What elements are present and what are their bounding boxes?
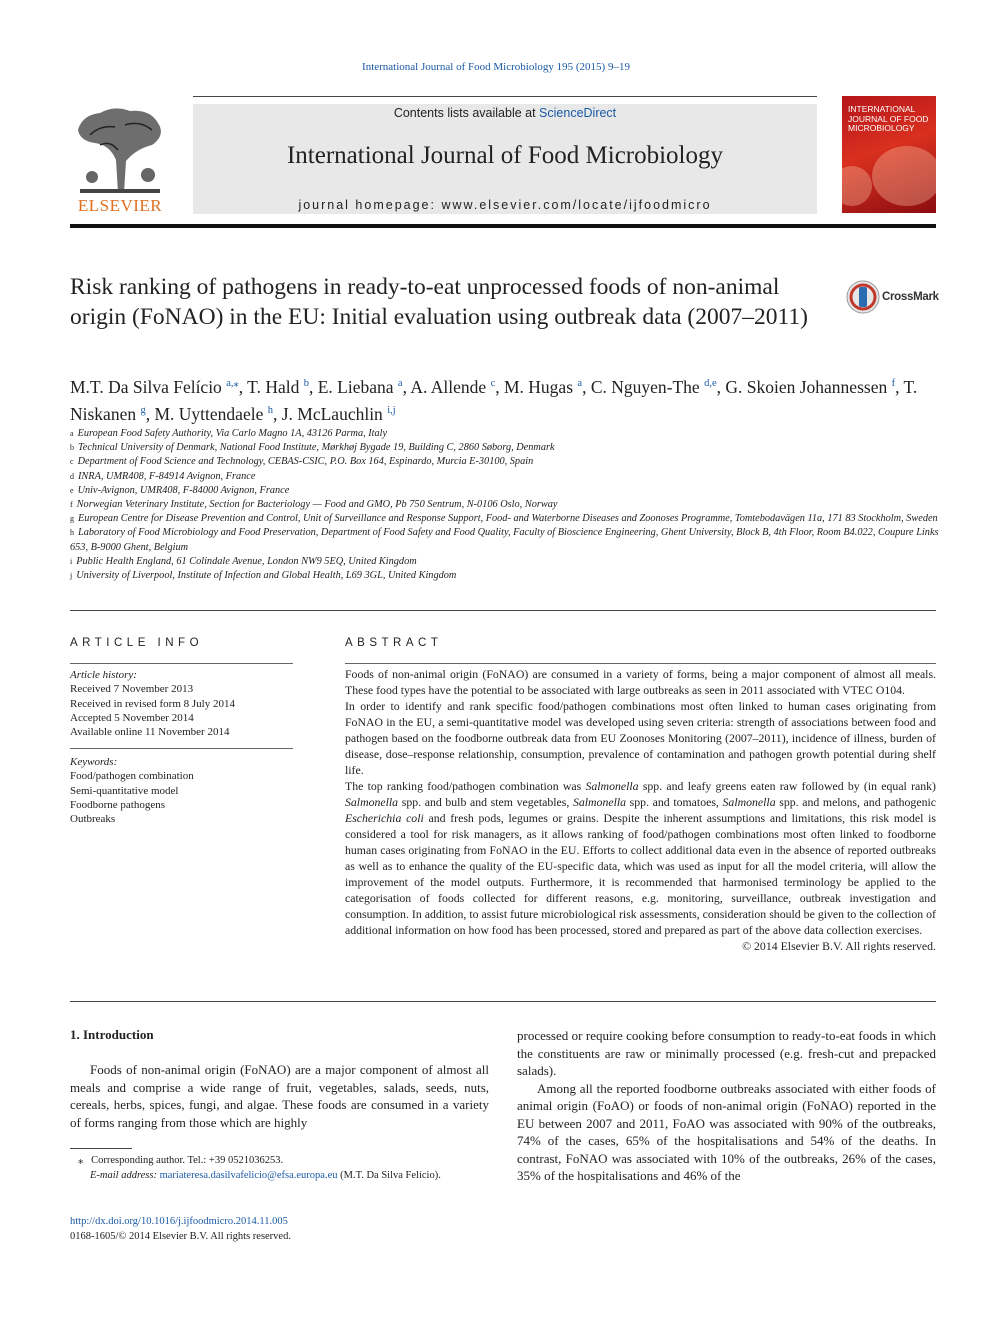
header-divider xyxy=(70,224,936,228)
affiliation: $^a$ European Food Safety Authority, Via Carlo Magno 1A, 43126 Parma, Italy xyxy=(70,428,388,439)
author[interactable]: J. McLauchlin $^{i,j}$ xyxy=(281,403,396,424)
issn-line: 0168-1605/© 2014 Elsevier B.V. All rights reserved. xyxy=(70,1230,291,1242)
cover-image-blob xyxy=(872,146,936,206)
abstract-body xyxy=(345,666,936,954)
corresponding-author-footnote: ⁎ Corresponding author. Tel.: +39 0521036253. E-mail address: mariateresa.dasilvafelicio@efsa.europa.eu (M.T. Da Silva Felício). xyxy=(78,1155,441,1181)
author[interactable]: C. Nguyen-The $^{d,e}$ xyxy=(590,376,717,397)
keywords-rule xyxy=(70,748,293,749)
history-entry: Accepted 5 November 2014 xyxy=(70,711,194,724)
author[interactable]: M. Hugas $^a$ xyxy=(503,376,583,397)
homepage-url[interactable]: www.elsevier.com/locate/ijfoodmicro xyxy=(441,198,712,212)
journal-citation[interactable]: International Journal of Food Microbiology 195 (2015) 9–19 xyxy=(362,61,630,73)
doi-block xyxy=(70,1215,291,1244)
affiliation: $^d$ INRA, UMR408, F-84914 Avignon, France xyxy=(70,470,256,482)
affiliation: $^g$ European Centre for Disease Prevention and Control, Unit of Surveillance and Response Support, Food- and Waterborne Diseases and Zoonoses Programme, Tomtebodavägen 11a, 171 83 Stockholm, Sweden xyxy=(70,513,938,525)
body-paragraph: Among all the reported foodborne outbreaks associated with either foods of animal origin (FoAO) or foods of non-animal origin (FoNAO) reported in the EU between 2007 and 2011, FoAO was associated with 90% of the outbreaks, 74% of the cases, 65% of the hospitalisations and 54% of the deaths. In contrast, FoNAO was associated with 10% of the outbreaks, 26% of the cases, 35% of the hospitalisations and 46% of the xyxy=(517,1080,936,1183)
history-entry: Received in revised form 8 July 2014 xyxy=(70,697,235,710)
affiliation: $^i$ Public Health England, 61 Colindale Avenue, London NW9 5EQ, United Kingdom xyxy=(70,555,417,567)
footnote-rule xyxy=(70,1148,132,1149)
masthead-top-rule xyxy=(193,96,817,97)
body-paragraph: processed or require cooking before consumption to ready-to-eat foods in which the constituents are raw or minimally processed (e.g. fresh-cut and prepacked salads). xyxy=(517,1028,936,1078)
affiliation-divider xyxy=(70,610,936,611)
contents-line: Contents lists available at ScienceDirect xyxy=(393,106,617,120)
body-column-right xyxy=(517,1027,936,1185)
elsevier-wordmark: ELSEVIER xyxy=(77,196,163,215)
history-entry: Available online 11 November 2014 xyxy=(70,726,230,739)
keywords: Keywords: Food/pathogen combination Semi-quantitative model Foodborne pathogens Outbreaks xyxy=(70,755,293,826)
affiliation: $^b$ Technical University of Denmark, National Food Institute, Mørkhøj Bygade 19, Building C, 2860 Søborg, Denmark xyxy=(70,442,555,454)
abstract-paragraph: Foods of non-animal origin (FoNAO) are consumed in a variety of forms, being a major component of almost all meals. These food types have the potential to be associated with large outbreaks as seen in 2011 associated with VTEC O104. xyxy=(345,667,936,697)
cover-title: INTERNATIONAL JOURNAL OF FOOD MICROBIOLOGY xyxy=(848,104,929,133)
abstract-rule xyxy=(345,663,936,664)
journal-title: International Journal of Food Microbiology xyxy=(286,142,724,169)
affiliation-list xyxy=(70,427,940,583)
author[interactable]: E. Liebana $^a$ xyxy=(317,376,403,397)
author[interactable]: T. Niskanen $^g$ xyxy=(70,376,918,424)
body-column-left xyxy=(70,1061,489,1131)
crossmark-label[interactable]: CrossMark xyxy=(882,291,939,303)
author[interactable]: M.T. Da Silva Felício $^{a,⁎}$ xyxy=(70,376,239,397)
keyword: Outbreaks xyxy=(70,813,116,826)
article-title: Risk ranking of pathogens in ready-to-eat unprocessed foods of non-animal origin (FoNAO) in the EU: Initial evaluation using outbreak data (2007–2011) xyxy=(70,274,808,330)
abstract-paragraph: The top ranking food/pathogen combination was Salmonella spp. and leafy greens eaten raw followed by (in equal rank) Salmonella spp. and bulb and stem vegetables, Salmonella spp. and tomatoes, Salmonella spp. and melons, and pathogenic Escherichia coli and fresh pods, legumes or grains. Despite the inherent assumptions and limitations, this risk model is considered a tool for risk managers, as it allows ranking of food/pathogen combinations most often linked to foodborne human cases originating from FoNAO in the EU. Efforts to collect additional data even in the absence of reported outbreaks as well as to enhance the quality of the EU-specific data, which was used as input for all the model criteria, will allow the improvement of the model outputs. Furthermore, it is recommended that harmonised terminology be applied to the categorisation of foods collected for different reasons, e.g. monitoring, surveillance, outbreak investigation and consumption. In addition, to assist future microbiological risk assessments, consideration should be given to the collection of additional information on how food has been processed, stored and prepared as part of the above data collection exercises. xyxy=(345,779,936,937)
affiliation: $^e$ Univ-Avignon, UMR408, F-84000 Avignon, France xyxy=(70,484,290,496)
abstract-paragraph: In order to identify and rank specific food/pathogen combinations most often linked to human cases originating from FoNAO in the EU, a semi-quantitative model was developed using seven criteria: strength of associations between food and pathogen based on the foodborne outbreak data from EU Zoonoses Monitoring (2007–2011), incidence of illness, burden of disease, dose–response relationship, consumption, prevalence of contamination and pathogen growth potential during shelf life. xyxy=(345,699,936,777)
crossmark-icon[interactable] xyxy=(846,280,880,314)
cover-image-blob xyxy=(842,166,872,206)
author[interactable]: A. Allende $^c$ xyxy=(410,376,496,397)
affiliation: $^j$ University of Liverpool, Institute of Infection and Global Health, L69 3GL, United Kingdom xyxy=(70,570,457,582)
article-history: Article history: Received 7 November 2013 Received in revised form 8 July 2014 Accepted 5 November 2014 Available online 11 November 2014 xyxy=(70,668,293,739)
affiliation: $^h$ Laboratory of Food Microbiology and Food Preservation, Department of Food Safety and Food Quality, Faculty of Bioscience Engineering, Ghent University, Block B, 4th Floor, Room B4.022, Coupure Links 653, B-9000 Ghent, Belgium xyxy=(70,527,939,553)
author[interactable]: G. Skoien Johannessen $^f$ xyxy=(725,376,896,397)
author[interactable]: M. Uyttendaele $^h$ xyxy=(154,403,273,424)
copyright-notice: © 2014 Elsevier B.V. All rights reserved. xyxy=(742,939,936,953)
affiliation: $^c$ Department of Food Science and Technology, CEBAS-CSIC, P.O. Box 164, Espinardo, Murcia E-30100, Spain xyxy=(70,456,534,468)
body-paragraph: Foods of non-animal origin (FoNAO) are a major component of almost all meals and comprise a wide range of fruit, vegetables, salads, seeds, nuts, cereals, herbs, spices, fungi, and algae. These foods are consumed in a variety of forms ranging from those which are highly xyxy=(70,1062,489,1130)
journal-cover-thumbnail xyxy=(842,96,936,213)
article-info-heading: ARTICLE INFO xyxy=(70,637,204,649)
sciencedirect-link[interactable]: ScienceDirect xyxy=(539,106,617,120)
history-entry: Received 7 November 2013 xyxy=(70,683,194,696)
doi-link[interactable]: http://dx.doi.org/10.1016/j.ijfoodmicro.2014.11.005 xyxy=(70,1216,288,1227)
journal-homepage: journal homepage: www.elsevier.com/locate/ijfoodmicro xyxy=(298,198,712,212)
abstract-heading: ABSTRACT xyxy=(345,637,443,649)
author-list: M.T. Da Silva Felício $^{a,⁎}$, T. Hald $^b$, E. Liebana $^a$, A. Allende $^c$, M. Hugas $^a$, C. Nguyen-The $^{d,e}$, G. Skoien Johannessen $^f$, T. Niskanen $^g$, M. Uyttendaele $^h$, J. McLauchlin $^{i,j}$ xyxy=(70,376,918,424)
abstract-divider xyxy=(70,1001,936,1002)
keyword: Foodborne pathogens xyxy=(70,798,166,811)
keyword: Semi-quantitative model xyxy=(70,784,179,797)
article-info-rule xyxy=(70,663,293,664)
affiliation: $^f$ Norwegian Veterinary Institute, Section for Bacteriology — Food and GMO, Pb 750 Sentrum, N-0106 Oslo, Norway xyxy=(70,499,558,511)
author[interactable]: T. Hald $^b$ xyxy=(247,376,309,397)
section-heading-introduction: 1. Introduction xyxy=(70,1027,154,1042)
keyword: Food/pathogen combination xyxy=(70,770,194,783)
author-email-link[interactable]: mariateresa.dasilvafelicio@efsa.europa.eu xyxy=(159,1170,338,1181)
